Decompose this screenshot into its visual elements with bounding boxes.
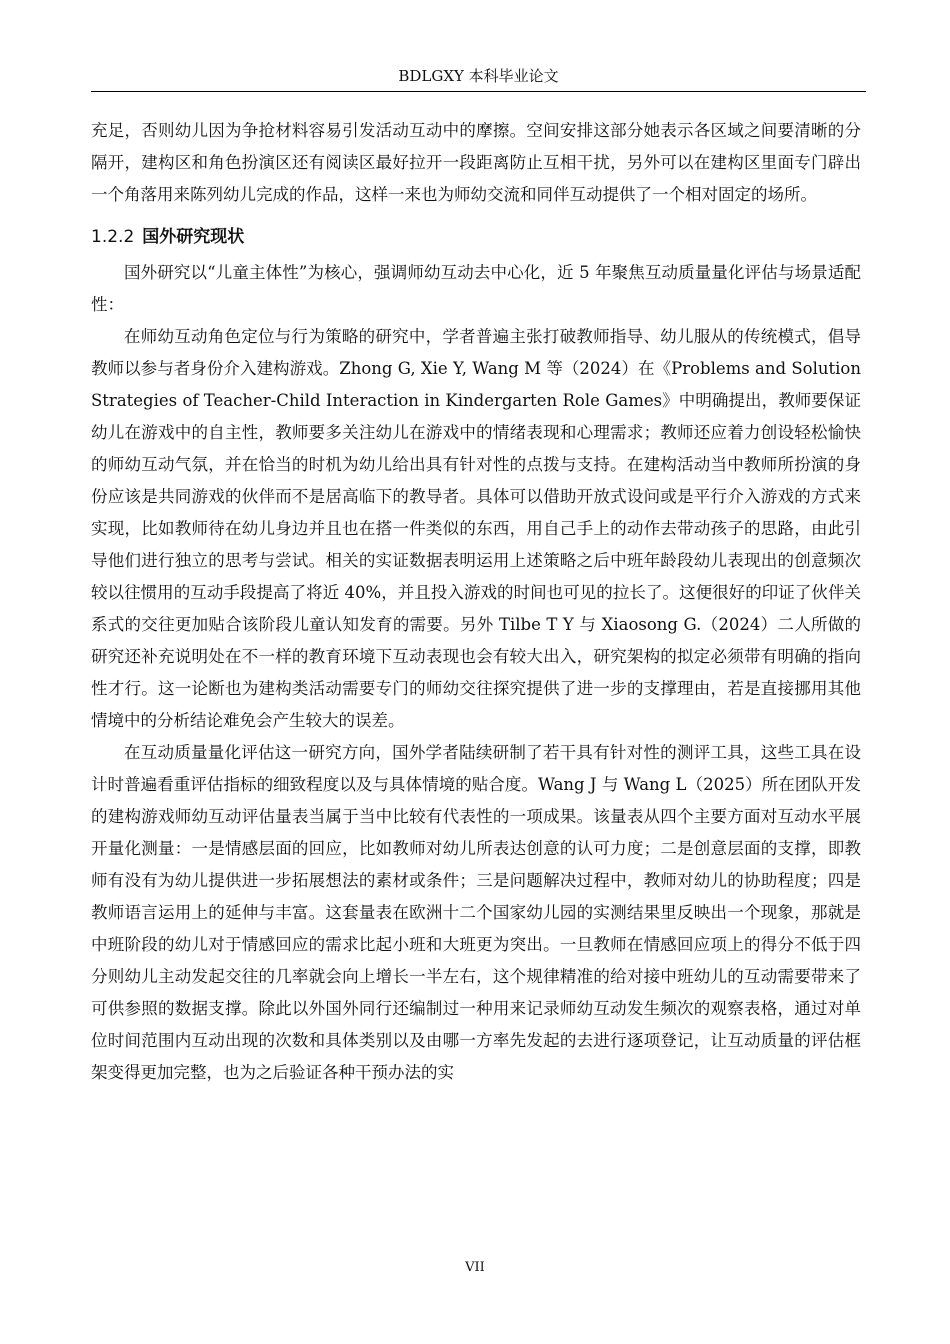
paragraph-roles: 在师幼互动角色定位与行为策略的研究中，学者普遍主张打破教师指导、幼儿服从的传统模式，倡导教师以参与者身份介入建构游戏。Zhong G, Xie Y, Wang M 等（2024）在《Problems and Solution Strategies of Teacher-Child Interaction in Kindergarten Role Games》中明确提出，教师要保证幼儿在游戏中的自主性，教师要多关注幼儿在游戏中的情绪表现和心理需求；教师还应着力创设轻松愉快的师幼互动气氛，并在恰当的时机为幼儿给出具有针对性的点拨与支持。在建构活动当中教师所扮演的身份应该是共同游戏的伙伴而不是居高临下的教导者。具体可以借助开放式设问或是平行介入游戏的方式来实现，比如教师待在幼儿身边并且也在搭一件类似的东西，用自己手上的动作去带动孩子的思路，由此引导他们进行独立的思考与尝试。相关的实证数据表明运用上述策略之后中班年龄段幼儿表现出的创意频次较以往惯用的互动手段提高了将近 40%，并且投入游戏的时间也可见的拉长了。这便很好的印证了伙伴关系式的交往更加贴合该阶段儿童认知发育的需要。另外 Tilbe T Y 与 Xiaosong G.（2024）二人所做的研究还补充说明处在不一样的教育环境下互动表现也会有较大出入，研究架构的拟定必须带有明确的指向性才行。这一论断也为建构类活动需要专门的师幼交往探究提供了进一步的支撑理由，若是直接挪用其他情境中的分析结论难免会产生较大的误差。 [91, 327, 861, 730]
running-header: BDLGXY 本科毕业论文 [398, 67, 559, 85]
page-number: VII [465, 1260, 485, 1275]
paragraph-assessment: 在互动质量量化评估这一研究方向，国外学者陆续研制了若干具有针对性的测评工具，这些工具在设计时普遍看重评估指标的细致程度以及与具体情境的贴合度。Wang J 与 Wang L（2025）所在团队开发的建构游戏师幼互动评估量表当属于当中比较有代表性的一项成果。该量表从四个主要方面对互动水平展开量化测量：一是情感层面的回应，比如教师对幼儿所表达创意的认可力度；二是创意层面的支撑，即教师有没有为幼儿提供进一步拓展想法的素材或条件；三是问题解决过程中，教师对幼儿的协助程度；四是教师语言运用上的延伸与丰富。这套量表在欧洲十二个国家幼儿园的实测结果里反映出一个现象，那就是中班阶段的幼儿对于情感回应的需求比起小班和大班更为突出。一旦教师在情感回应项上的得分不低于四分则幼儿主动发起交往的几率就会向上增长一半左右，这个规律精准的给对接中班幼儿的互动需要带来了可供参照的数据支撑。除此以外国外同行还编制过一种用来记录师幼互动发生频次的观察表格，通过对单位时间范围内互动出现的次数和具体类别以及由哪一方率先发起的去进行逐项登记，让互动质量的评估框架变得更加完整，也为之后验证各种干预办法的实 [91, 743, 861, 1082]
header-rule [91, 91, 866, 92]
page-body [91, 115, 861, 1089]
section-heading [91, 221, 861, 253]
paragraph-continuation: 充足，否则幼儿因为争抢材料容易引发活动互动中的摩擦。空间安排这部分她表示各区域之间要清晰的分隔开，建构区和角色扮演区还有阅读区最好拉开一段距离防止互相干扰，另外可以在建构区里面专门辟出一个角落用来陈列幼儿完成的作品，这样一来也为师幼交流和同伴互动提供了一个相对固定的场所。 [91, 121, 861, 204]
section-number: 1.2.2 [91, 227, 135, 247]
section-title: 国外研究现状 [142, 227, 245, 247]
paragraph-intro: 国外研究以“儿童主体性”为核心，强调师幼互动去中心化，近 5 年聚焦互动质量量化评估与场景适配性： [91, 263, 861, 314]
